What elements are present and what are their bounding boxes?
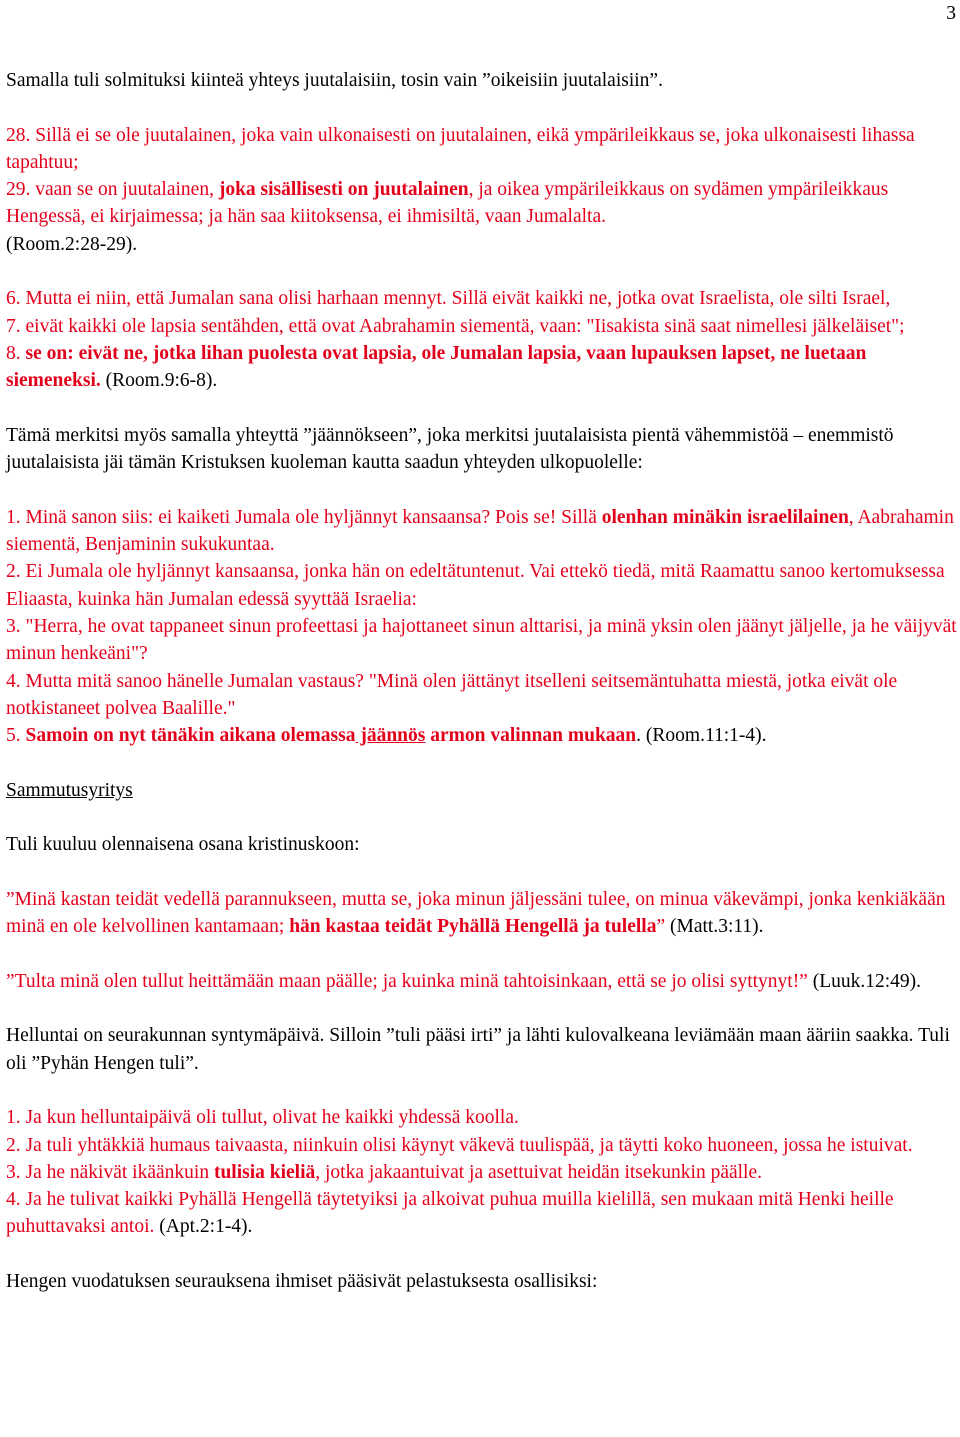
verse-text: 1. Minä sanon siis: ei kaiketi Jumala ole hyljännyt kansaansa? Pois se! Sillä	[6, 506, 602, 528]
verse-emphasis-underlined: jäännös	[355, 725, 426, 747]
quote-romans-9	[6, 285, 958, 394]
verse-text: , jotka jakaantuivat ja asettuivat heidän itsekunkin päälle.	[315, 1161, 762, 1183]
verse-text: 4. Ja he tulivat kaikki Pyhällä Hengellä täytetyiksi ja alkoivat puhua muilla kielillä, sen mukaan mitä Henki heille puhuttavaksi antoi.	[6, 1189, 894, 1238]
document-body	[6, 67, 958, 1295]
quote-romans-2	[6, 122, 958, 258]
punctuation: .	[636, 725, 642, 747]
verse-emphasis: armon valinnan mukaan	[425, 725, 637, 747]
page-number: 3	[946, 3, 956, 24]
verse-text: ”Minä kastan teidät vedellä parannukseen, mutta se, joka minun jäljessäni tulee, on minua väkevämpi, jonka kenkiäkään minä en ole kelvollinen kantamaan;	[6, 888, 946, 938]
verse-rom-9-7: 7. eivät kaikki ole lapsia sentähden, että ovat Aabrahamin siementä, vaan: "Iisakista sinä saat nimellesi jälkeläiset";	[6, 315, 905, 337]
paragraph-pentecost: Helluntai on seurakunnan syntymäpäivä. Silloin ”tuli pääsi irti” ja lähti kulovalkeana leviämään maan ääriin saakka. Tuli oli ”Pyhän Hengen tuli”.	[6, 1025, 950, 1074]
reference-rom-2: (Room.2:28-29).	[6, 233, 138, 255]
reference-acts-2: (Apt.2:1-4).	[154, 1216, 253, 1238]
verse-emphasis: tulisia kieliä	[213, 1161, 316, 1183]
reference-luke: (Luuk.12:49).	[807, 970, 922, 992]
verse-emphasis: olenhan minäkin israelilainen	[601, 506, 849, 528]
heading-sammutusyritys: Sammutusyritys	[6, 779, 133, 801]
verse-rom-11-5	[6, 722, 958, 749]
verse-text: 8.	[6, 342, 26, 364]
verse-emphasis: hän kastaa teidät Pyhällä Hengellä ja tulella	[289, 916, 657, 938]
verse-text: ”	[656, 916, 666, 938]
quote-romans-11	[6, 504, 958, 750]
verse-emphasis: se on: eivät ne, jotka lihan puolesta ovat lapsia, ole Jumalan lapsia, vaan lupauksen lapset, ne luetaan siemeneksi.	[6, 342, 867, 392]
paragraph-intro: Samalla tuli solmituksi kiinteä yhteys juutalaisiin, tosin vain ”oikeisiin juutalaisiin”.	[6, 70, 663, 91]
verse-rom-11-3: 3. "Herra, he ovat tappaneet sinun profeettasi ja hajottaneet sinun alttarisi, ja minä yksin olen jäänyt jäljelle, ja he väijyvät minun henkeäni"?	[6, 615, 957, 665]
verse-text: ”Tulta minä olen tullut heittämään maan päälle; ja kuinka minä tahtoisinkaan, että se jo olisi syttynyt!”	[6, 970, 808, 992]
verse-rom-11-4: 4. Mutta mitä sanoo hänelle Jumalan vastaus? "Minä olen jättänyt itselleni seitsemäntuhatta miestä, jotka eivät ole notkistaneet polvea Baalille."	[6, 670, 898, 719]
verse-acts-2-2: 2. Ja tuli yhtäkkiä humaus taivaasta, niinkuin olisi käynyt väkevä tuulispää, ja täytti koko huoneen, jossa he istuivat.	[6, 1134, 913, 1156]
verse-acts-2-4	[6, 1186, 958, 1241]
verse-rom-2-29	[6, 176, 958, 231]
verse-text: 3. Ja he näkivät ikäänkuin	[6, 1161, 214, 1183]
paragraph-remnant: Tämä merkitsi myös samalla yhteyttä ”jäännökseen”, joka merkitsi juutalaisista pientä vähemmistöä – enemmistö juutalaisista jäi tämän Kristuksen kuoleman kautta saadun yhteyden ulkopuolelle:	[6, 424, 894, 474]
verse-emphasis: joka sisällisesti on juutalainen	[218, 179, 469, 201]
verse-rom-2-28: 28. Sillä ei se ole juutalainen, joka vain ulkonaisesti on juutalainen, eikä ympärileikkaus se, joka ulkonaisesti lihassa tapahtuu;	[6, 124, 915, 173]
verse-rom-9-8	[6, 340, 958, 395]
verse-text: , ja oikea ympärileikkaus on sydämen ympärileikkaus Hengessä, ei kirjaimessa; ja hän saa kiitoksensa, ei ihmisiltä, vaan Jumalalta.	[6, 179, 889, 228]
section-heading	[6, 777, 958, 804]
quote-luke	[6, 968, 958, 995]
verse-text: 5.	[6, 725, 26, 747]
verse-rom-11-2: 2. Ei Jumala ole hyljännyt kansaansa, jonka hän on edeltätuntenut. Vai ettekö tiedä, mitä Raamattu sanoo kertomuksessa Eliaasta, kuinka hän Jumalan edessä syyttää Israelia:	[6, 561, 945, 610]
verse-acts-2-1: 1. Ja kun helluntaipäivä oli tullut, olivat he kaikki yhdessä koolla.	[6, 1107, 519, 1129]
quote-matthew	[6, 886, 958, 941]
quote-acts-2	[6, 1104, 958, 1240]
paragraph-outpouring: Hengen vuodatuksen seurauksena ihmiset pääsivät pelastuksesta osallisiksi:	[6, 1271, 598, 1293]
verse-acts-2-3	[6, 1159, 958, 1186]
verse-rom-9-6: 6. Mutta ei niin, että Jumalan sana olisi harhaan mennyt. Sillä eivät kaikki ne, jotka ovat Israelista, ole silti Israel,	[6, 288, 891, 310]
verse-text: , Aabrahamin siementä, Benjaminin sukukuntaa.	[6, 506, 954, 556]
paragraph-fire: Tuli kuuluu olennaisena osana kristinuskoon:	[6, 834, 360, 856]
reference-rom-9: (Room.9:6-8).	[100, 370, 218, 392]
verse-text: 29. vaan se on juutalainen,	[6, 179, 219, 201]
verse-emphasis: Samoin on nyt tänäkin aikana olemassa	[25, 725, 356, 747]
verse-rom-11-1	[6, 504, 958, 559]
reference-matthew: (Matt.3:11).	[665, 916, 764, 938]
reference-rom-11: (Room.11:1-4).	[641, 725, 767, 747]
